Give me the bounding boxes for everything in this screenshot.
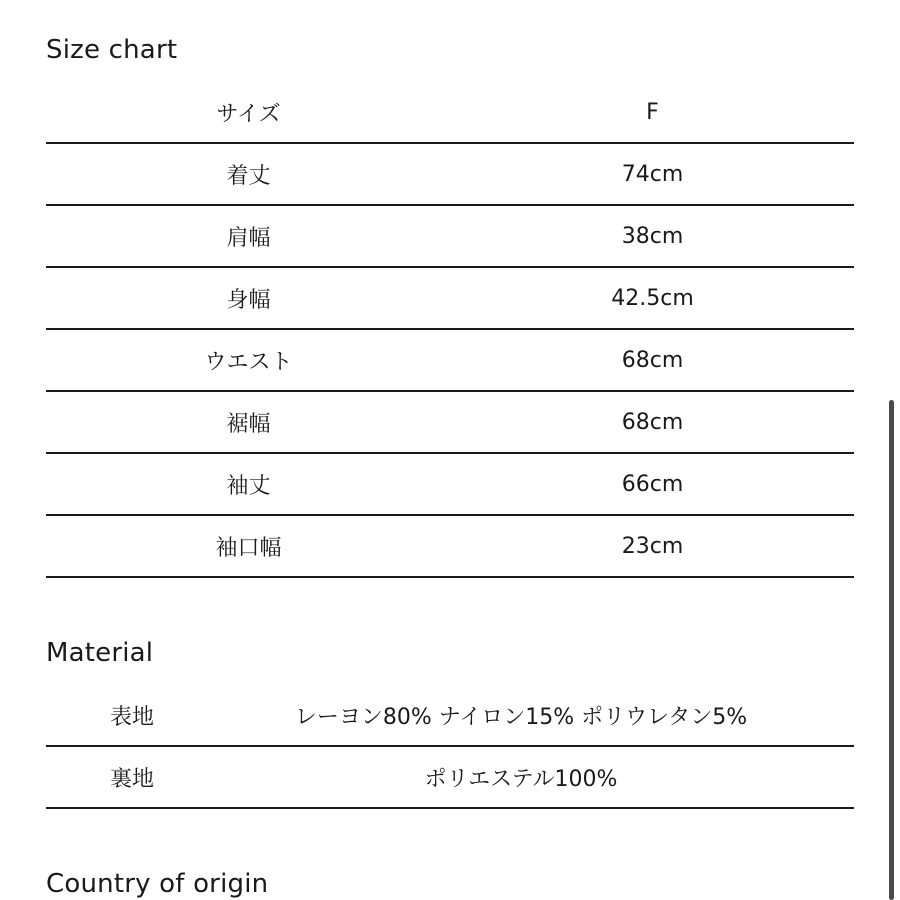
size-header-value: F bbox=[646, 99, 659, 125]
table-row bbox=[46, 454, 854, 516]
country-title: Country of origin bbox=[46, 869, 269, 899]
row-value: 42.5cm bbox=[611, 285, 694, 311]
material-table bbox=[46, 685, 854, 809]
table-row bbox=[46, 144, 854, 206]
row-label: 袖丈 bbox=[226, 473, 271, 499]
table-row bbox=[46, 685, 854, 747]
row-label: 身幅 bbox=[226, 287, 271, 313]
row-label: 袖口幅 bbox=[215, 535, 282, 561]
material-title: Material bbox=[46, 638, 154, 668]
size-chart-table bbox=[46, 82, 854, 578]
row-value: レーヨン80% ナイロン15% ポリウレタン5% bbox=[294, 704, 748, 730]
row-value: 38cm bbox=[621, 223, 684, 249]
row-value: ポリエステル100% bbox=[424, 766, 618, 792]
size-chart-title: Size chart bbox=[46, 35, 178, 65]
size-chart-header-row bbox=[46, 82, 854, 144]
row-label: 表地 bbox=[109, 704, 154, 730]
table-row bbox=[46, 516, 854, 578]
size-header-label: サイズ bbox=[216, 101, 281, 127]
table-row bbox=[46, 206, 854, 268]
scrollbar-thumb[interactable] bbox=[889, 400, 894, 900]
row-label: ウエスト bbox=[204, 349, 293, 375]
row-value: 68cm bbox=[621, 347, 684, 373]
table-row bbox=[46, 330, 854, 392]
row-value: 23cm bbox=[621, 533, 684, 559]
table-row bbox=[46, 392, 854, 454]
row-label: 着丈 bbox=[226, 163, 271, 189]
table-row bbox=[46, 268, 854, 330]
row-label: 肩幅 bbox=[226, 225, 271, 251]
table-row bbox=[46, 747, 854, 809]
row-value: 68cm bbox=[621, 409, 684, 435]
scrollbar[interactable] bbox=[886, 0, 900, 900]
row-value: 74cm bbox=[621, 161, 684, 187]
row-label: 裾幅 bbox=[226, 411, 271, 437]
row-value: 66cm bbox=[621, 471, 684, 497]
row-label: 裏地 bbox=[109, 766, 154, 792]
